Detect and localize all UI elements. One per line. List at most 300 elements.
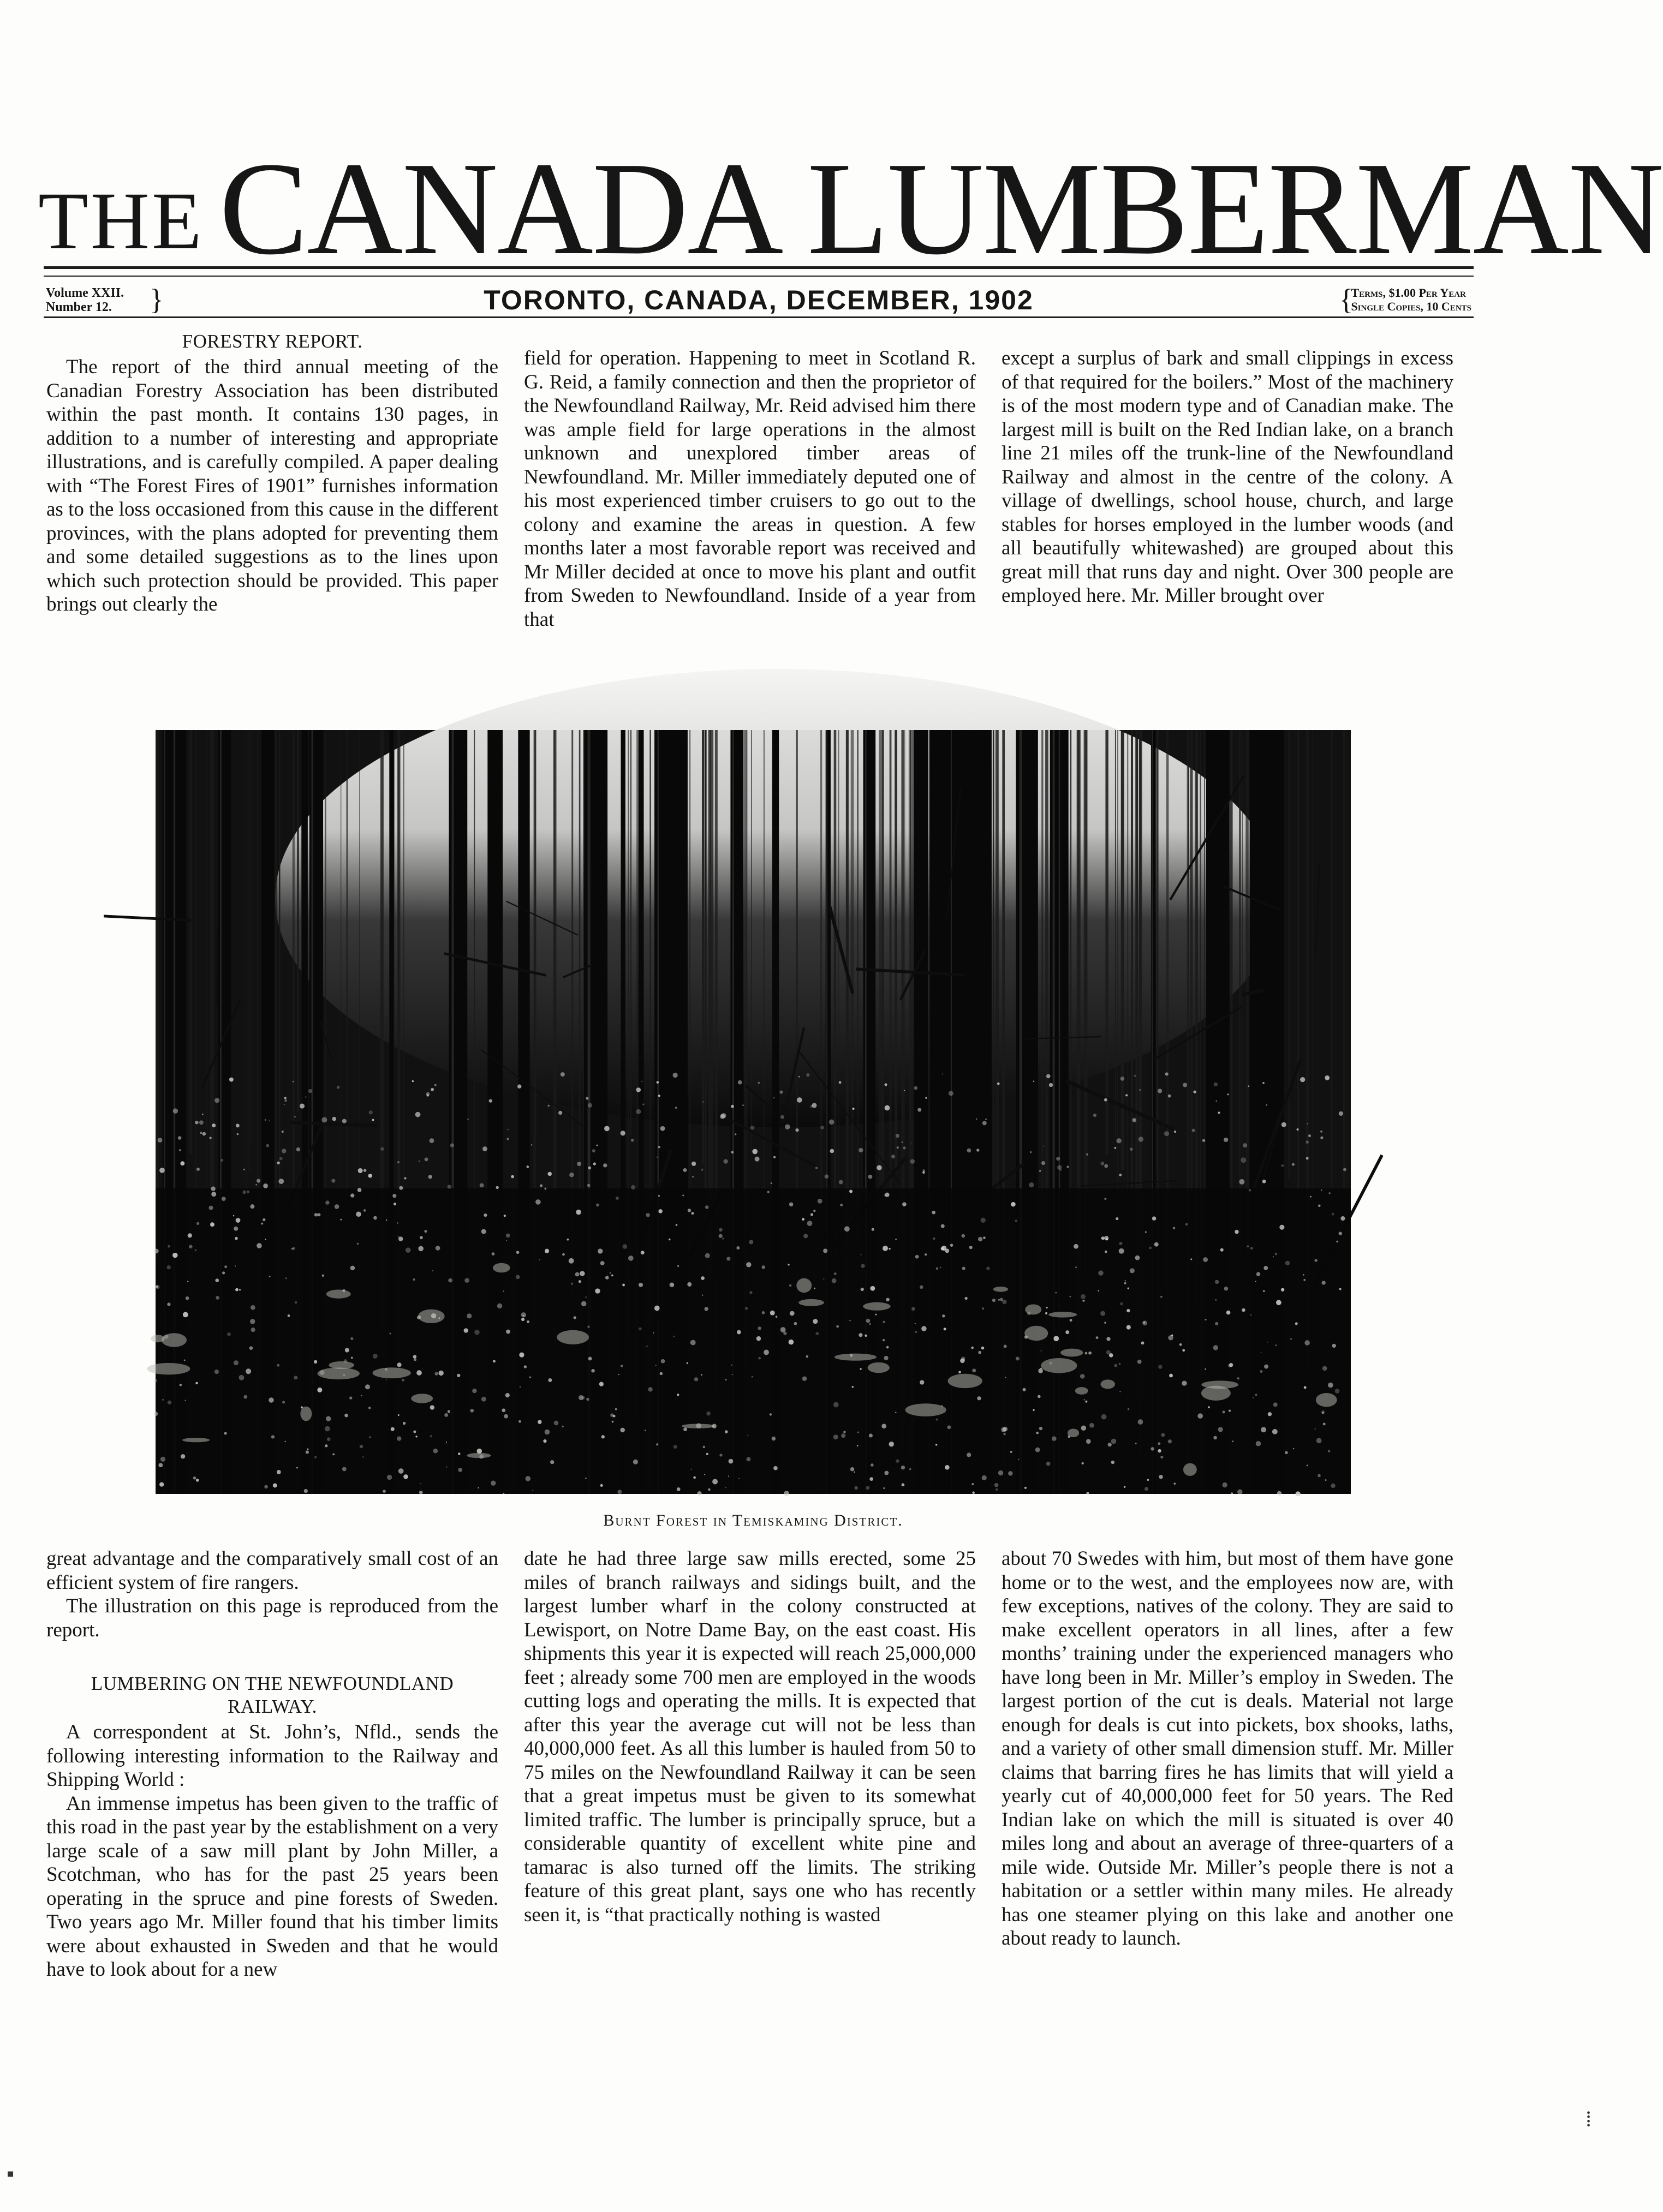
light-speck — [891, 1155, 895, 1158]
newfoundland-column-2-top: field for operation. Happening to meet in Scotland R. G. Reid, a family connection and then the proprietor of the Newfoundland Railway, Mr. Reid advised him there was ample field for large operations in the almost unknown and unexplored timber areas of Newfoundland. Mr. Miller immediately deputed one of his most experienced timber cruisers to go out to the colony and examine the areas in question. A few months later a most favorable report was received and Mr Miller decided at once to move his plant and outfit from Sweden to Newfoundland. Inside of a year from that — [524, 347, 976, 631]
light-speck — [687, 1362, 688, 1364]
light-speck — [210, 1222, 214, 1227]
newfoundland-column-2-bottom: date he had three large saw mills erected, some 25 miles of branch railways and sidings built, and the largest lumber wharf in the colony constructed at Lewisport, on Notre Dame Bay, on the east coast. His shipments this year it is expected will reach 25,000,000 feet ; already some 700 men are employed in the woods cutting logs and operating the mills. It is expected that after this year the average cut will not be less than 40,000,000 feet. As all this lumber is hauled from 50 to 75 miles on the Newfoundland Railway it can be seen that a great impetus must be given to its somewhat limited traffic. The lumber is principally spruce, but a considerable quantity of excellent white pine and tamarac is also turned off the limits. The striking feature of this great plant, says one who has recently seen it, is “that practically nothing is wasted — [524, 1547, 976, 1926]
newfoundland-heading: LUMBERING ON THE NEWFOUNDLAND RAILWAY. — [91, 1673, 454, 1717]
light-speck — [1182, 1380, 1187, 1385]
light-speck — [866, 1486, 869, 1490]
light-speck — [186, 1296, 189, 1300]
newfoundland-paragraph: An immense impetus has been given to the traffic of this road in the past year by the establishment on a very large scale of a saw mill plant by John Miller, a Scotchman, who has for the past 25 years been operating in the spruce and pine forests of Sweden. Two years ago Mr. Miller found that his timber limits were about exhausted in Sweden and that he would have to look about for a new — [46, 1792, 498, 1981]
light-speck — [398, 1468, 404, 1474]
light-speck — [255, 1184, 257, 1186]
light-speck — [677, 1265, 679, 1267]
light-speck — [702, 1101, 704, 1103]
light-speck — [773, 1097, 775, 1098]
light-speck — [1101, 1162, 1105, 1165]
light-speck — [600, 1261, 605, 1265]
ground-stone — [796, 1278, 812, 1293]
light-speck — [698, 1491, 702, 1496]
light-speck — [247, 1191, 249, 1193]
light-speck — [967, 1149, 971, 1153]
light-speck — [543, 1439, 546, 1443]
light-speck — [1035, 1448, 1040, 1452]
light-speck — [812, 1103, 816, 1108]
light-speck — [719, 1234, 723, 1238]
masthead — [38, 135, 1663, 282]
light-speck — [569, 1258, 574, 1264]
light-speck — [1165, 1072, 1169, 1075]
light-speck — [358, 1168, 363, 1173]
light-speck — [884, 1194, 887, 1197]
light-speck — [982, 1121, 987, 1125]
light-speck — [173, 1108, 178, 1113]
light-speck — [656, 1443, 658, 1445]
light-speck — [1145, 1487, 1148, 1491]
light-speck — [554, 1421, 559, 1426]
light-speck — [308, 1089, 312, 1093]
distant-trunk — [857, 730, 859, 1238]
light-speck — [577, 1162, 581, 1166]
light-speck — [1101, 1236, 1105, 1240]
light-speck — [305, 1096, 306, 1097]
light-speck — [764, 1350, 769, 1355]
light-speck — [464, 1328, 468, 1332]
light-speck — [688, 1209, 691, 1212]
light-speck — [815, 1167, 818, 1169]
light-speck — [1256, 1441, 1261, 1446]
light-speck — [1231, 1492, 1233, 1494]
terms-label: Terms, $1.00 Per Year — [1351, 286, 1466, 300]
light-speck — [167, 1302, 170, 1306]
light-speck — [978, 1351, 981, 1354]
light-speck — [291, 1248, 294, 1250]
light-speck — [304, 1489, 308, 1493]
light-speck — [532, 1490, 533, 1491]
light-speck — [886, 1298, 890, 1302]
light-speck — [1139, 1089, 1141, 1091]
light-speck — [836, 1325, 839, 1328]
light-speck — [195, 1250, 196, 1251]
light-speck — [293, 1081, 294, 1083]
light-speck — [902, 1483, 905, 1486]
light-speck — [1108, 1443, 1112, 1446]
light-speck — [306, 1450, 309, 1454]
light-speck — [1306, 1157, 1309, 1159]
light-speck — [731, 1105, 734, 1108]
light-speck — [503, 1493, 504, 1494]
light-speck — [719, 1454, 722, 1456]
ground-stone — [1316, 1393, 1337, 1407]
light-speck — [215, 1278, 219, 1282]
light-speck — [1173, 1227, 1175, 1229]
light-speck — [261, 1223, 263, 1225]
light-speck — [917, 1108, 921, 1112]
light-speck — [1093, 1114, 1096, 1117]
light-speck — [682, 1194, 684, 1196]
light-speck — [179, 1149, 181, 1151]
light-speck — [962, 1234, 965, 1238]
light-speck — [1297, 1128, 1299, 1131]
column-2-bottom — [524, 1547, 976, 1927]
light-speck — [314, 1213, 318, 1216]
light-speck — [789, 1284, 791, 1287]
light-speck — [458, 1452, 460, 1455]
light-speck — [1111, 1439, 1117, 1444]
light-speck — [813, 1210, 815, 1212]
light-speck — [1126, 1325, 1131, 1330]
light-speck — [529, 1376, 531, 1378]
light-speck — [1285, 1261, 1290, 1266]
light-speck — [1226, 1311, 1231, 1315]
light-speck — [160, 1457, 165, 1462]
light-speck — [611, 1275, 613, 1277]
light-speck — [448, 1278, 452, 1283]
light-speck — [516, 1275, 520, 1280]
light-speck — [1182, 1349, 1185, 1352]
light-speck — [435, 1372, 438, 1375]
light-speck — [481, 1229, 486, 1234]
light-speck — [1125, 1280, 1126, 1281]
light-speck — [620, 1428, 625, 1433]
single-copies-label: Single Copies, 10 Cents — [1351, 300, 1471, 313]
light-speck — [183, 1312, 188, 1317]
light-speck — [789, 1340, 794, 1345]
burnt-forest-photo — [156, 730, 1351, 1494]
light-speck — [545, 1249, 549, 1253]
light-speck — [1307, 1123, 1308, 1124]
light-speck — [227, 1332, 231, 1336]
light-speck — [657, 1156, 658, 1158]
light-speck — [883, 1246, 888, 1251]
light-speck — [719, 1228, 723, 1232]
light-speck — [335, 1204, 339, 1209]
light-speck — [548, 1378, 552, 1382]
light-speck — [770, 1311, 775, 1316]
light-speck — [1328, 1383, 1333, 1388]
light-speck — [277, 1162, 279, 1164]
forestry-report-heading: FORESTRY REPORT. — [182, 331, 363, 352]
light-speck — [239, 1375, 245, 1380]
light-speck — [883, 1339, 885, 1341]
light-speck — [539, 1259, 540, 1260]
light-speck — [403, 1474, 408, 1479]
light-speck — [1179, 1343, 1182, 1346]
light-speck — [1098, 1290, 1099, 1292]
light-speck — [1074, 1244, 1078, 1249]
light-speck — [1049, 1083, 1053, 1087]
light-speck — [1119, 1242, 1122, 1245]
light-speck — [683, 1168, 687, 1172]
distant-trunk — [895, 730, 897, 1173]
light-speck — [448, 1410, 450, 1413]
light-speck — [326, 1416, 331, 1421]
light-speck — [1116, 1217, 1118, 1220]
light-speck — [762, 1311, 765, 1314]
distant-trunk — [1115, 730, 1116, 1137]
light-speck — [1114, 1364, 1117, 1367]
light-speck — [527, 1320, 529, 1323]
distant-trunk — [1105, 730, 1108, 1155]
light-speck — [833, 1402, 839, 1408]
light-speck — [720, 1114, 725, 1119]
light-speck — [1303, 1279, 1306, 1281]
light-speck — [920, 1380, 924, 1384]
light-speck — [1124, 1282, 1126, 1284]
light-speck — [673, 1336, 675, 1337]
light-speck — [300, 1103, 305, 1108]
light-speck — [972, 1368, 976, 1372]
ground-stone — [905, 1403, 946, 1416]
light-speck — [1322, 1412, 1324, 1414]
light-speck — [420, 1483, 421, 1484]
light-speck — [909, 1468, 911, 1470]
light-speck — [871, 1463, 874, 1467]
light-speck — [1308, 1134, 1311, 1137]
light-speck — [901, 1466, 905, 1469]
light-speck — [172, 1253, 177, 1258]
light-speck — [369, 1110, 373, 1114]
light-speck — [1203, 1257, 1208, 1262]
light-speck — [504, 1414, 508, 1419]
light-speck — [872, 1228, 874, 1231]
light-speck — [357, 1243, 359, 1245]
light-speck — [617, 1490, 622, 1494]
light-speck — [1016, 1357, 1020, 1361]
light-speck — [496, 1186, 499, 1189]
light-speck — [1080, 1374, 1085, 1379]
light-speck — [1109, 1353, 1113, 1357]
light-speck — [1202, 1139, 1205, 1142]
light-speck — [658, 1146, 660, 1148]
light-speck — [448, 1185, 451, 1188]
light-speck — [224, 1265, 227, 1268]
light-speck — [158, 1138, 163, 1143]
light-speck — [834, 1272, 837, 1275]
light-speck — [1039, 1427, 1042, 1430]
light-speck — [616, 1197, 619, 1200]
column-1-top — [46, 330, 498, 617]
light-speck — [392, 1194, 396, 1198]
light-speck — [599, 1382, 604, 1386]
light-speck — [363, 1169, 366, 1171]
light-speck — [211, 1187, 215, 1191]
light-speck — [413, 1355, 417, 1359]
light-speck — [428, 1175, 432, 1179]
light-speck — [675, 1107, 677, 1109]
light-speck — [1307, 1465, 1308, 1467]
light-speck — [356, 1212, 361, 1217]
light-speck — [1120, 1302, 1123, 1306]
light-speck — [1033, 1081, 1034, 1082]
light-speck — [520, 1386, 521, 1388]
light-speck — [1325, 1479, 1327, 1481]
light-speck — [1039, 1170, 1041, 1172]
light-speck — [1279, 1225, 1284, 1230]
light-speck — [1229, 1409, 1231, 1412]
light-speck — [1003, 1433, 1005, 1435]
light-speck — [154, 1379, 157, 1382]
light-speck — [1010, 1451, 1012, 1453]
light-speck — [1158, 1365, 1162, 1368]
light-speck — [1069, 1296, 1071, 1298]
light-speck — [742, 1104, 744, 1106]
light-speck — [802, 1377, 807, 1381]
light-speck — [507, 1129, 509, 1131]
light-speck — [964, 1297, 967, 1300]
ground-stone — [798, 1299, 824, 1306]
light-speck — [1158, 1449, 1161, 1452]
light-speck — [178, 1136, 182, 1140]
light-speck — [598, 1248, 603, 1253]
light-speck — [1065, 1330, 1069, 1334]
light-speck — [915, 1323, 916, 1324]
light-speck — [648, 1387, 653, 1391]
light-speck — [941, 1224, 945, 1228]
light-speck — [633, 1460, 638, 1464]
light-speck — [704, 1474, 705, 1475]
light-speck — [639, 1328, 642, 1331]
ground-stone — [1024, 1326, 1048, 1341]
light-speck — [550, 1460, 554, 1464]
light-speck — [518, 1420, 521, 1423]
light-speck — [1088, 1352, 1092, 1355]
light-speck — [687, 1282, 692, 1287]
light-speck — [450, 1143, 454, 1147]
light-speck — [187, 1281, 188, 1282]
light-speck — [1337, 1241, 1338, 1242]
light-speck — [547, 1105, 549, 1107]
light-speck — [419, 1491, 423, 1494]
light-speck — [1277, 1491, 1281, 1496]
light-speck — [1089, 1423, 1094, 1428]
light-speck — [1218, 1427, 1223, 1432]
light-speck — [904, 1090, 905, 1091]
light-speck — [478, 1487, 479, 1488]
light-speck — [362, 1456, 363, 1457]
light-speck — [849, 1190, 853, 1193]
light-speck — [503, 1290, 504, 1292]
light-speck — [158, 1463, 163, 1467]
light-speck — [1160, 1296, 1163, 1298]
light-speck — [885, 1083, 887, 1086]
light-speck — [910, 1143, 911, 1144]
light-speck — [1237, 1489, 1243, 1494]
light-speck — [693, 1476, 696, 1479]
light-speck — [839, 1180, 843, 1185]
newfoundland-column-3-bottom: about 70 Swedes with him, but most of them have gone home or to the west, and the employees now are, with few exceptions, natives of the colony. They are said to make excellent operators in all lines, after a few months’ training under the experienced managers who have long been in Mr. Miller’s employ in Sweden. The largest portion of the cut is deals. Material not large enough for deals is cut into pickets, box shooks, laths, and a variety of other small dimension stuff. Mr. Miller claims that barring fires he has limits that will yield a yearly cut of 40,000,000 feet for 50 years. The Red Indian lake on which the mill is situated is over 40 miles long and about an average of three-quarters of a mile wide. Outside Mr. Miller’s people there is not a habitation or a settler within many miles. He already has one steamer plying on this lake and another one about ready to launch. — [1002, 1547, 1453, 1950]
light-speck — [492, 1252, 495, 1256]
light-speck — [820, 1126, 824, 1129]
light-speck — [239, 1289, 241, 1290]
light-speck — [896, 1134, 899, 1138]
light-speck — [807, 1221, 813, 1226]
light-speck — [251, 1305, 255, 1310]
light-speck — [516, 1251, 520, 1254]
light-speck — [1041, 1161, 1045, 1165]
light-speck — [263, 1183, 268, 1188]
light-speck — [524, 1365, 527, 1368]
light-speck — [464, 1278, 469, 1283]
light-speck — [810, 1213, 813, 1216]
light-speck — [795, 1128, 798, 1132]
light-speck — [156, 1285, 160, 1289]
light-speck — [758, 1326, 761, 1330]
light-speck — [1243, 1143, 1247, 1147]
light-speck — [1250, 1247, 1253, 1250]
distant-trunk — [879, 730, 882, 1185]
distant-trunk — [583, 730, 584, 1243]
ground-stone — [1100, 1379, 1115, 1389]
distant-trunk — [189, 730, 192, 1155]
light-speck — [1343, 1168, 1346, 1171]
light-speck — [752, 1376, 753, 1377]
light-speck — [350, 1193, 354, 1197]
light-speck — [861, 1264, 865, 1268]
ground-stone — [947, 1374, 982, 1388]
light-speck — [344, 1414, 348, 1418]
ground-stone — [326, 1289, 351, 1298]
light-speck — [985, 1119, 987, 1120]
light-speck — [1151, 1447, 1154, 1450]
light-speck — [641, 1251, 645, 1254]
light-speck — [282, 1131, 284, 1133]
light-speck — [538, 1420, 541, 1424]
light-speck — [571, 1283, 574, 1286]
light-speck — [1331, 1484, 1335, 1488]
light-speck — [962, 1267, 965, 1270]
light-speck — [849, 1320, 851, 1322]
light-speck — [789, 1203, 793, 1206]
light-speck — [875, 1314, 877, 1316]
light-speck — [618, 1374, 619, 1375]
forestry-report-continued: great advantage and the comparatively small cost of an efficient system of fire rangers. — [46, 1547, 498, 1594]
light-speck — [932, 1211, 935, 1215]
light-speck — [677, 1487, 681, 1491]
light-speck — [1085, 1352, 1088, 1355]
light-speck — [752, 1149, 758, 1155]
light-speck — [1263, 1266, 1268, 1270]
light-speck — [1285, 1451, 1288, 1454]
distant-trunk — [1070, 730, 1071, 1207]
light-speck — [738, 1080, 742, 1085]
light-speck — [1303, 1274, 1304, 1275]
light-speck — [216, 1296, 219, 1300]
light-speck — [971, 1347, 974, 1349]
light-speck — [1139, 1137, 1143, 1141]
light-speck — [424, 1230, 427, 1233]
light-speck — [941, 1246, 946, 1251]
light-speck — [1174, 1131, 1176, 1133]
light-speck — [886, 1346, 889, 1349]
light-speck — [294, 1116, 296, 1117]
masthead-the: THE — [38, 176, 204, 267]
light-speck — [628, 1256, 634, 1261]
dateline-rule — [44, 316, 1474, 318]
light-speck — [1057, 1165, 1062, 1170]
light-speck — [235, 1237, 238, 1240]
light-speck — [525, 1476, 531, 1481]
light-speck — [910, 1159, 915, 1164]
light-speck — [1003, 1427, 1008, 1431]
light-speck — [673, 1445, 677, 1449]
light-speck — [467, 1313, 472, 1318]
light-speck — [1241, 1157, 1246, 1163]
light-speck — [1247, 1245, 1249, 1247]
ground-stone — [863, 1302, 890, 1311]
distant-trunk — [1331, 730, 1332, 1218]
light-speck — [1174, 1482, 1176, 1485]
light-speck — [1130, 1147, 1133, 1151]
light-speck — [1024, 1487, 1027, 1489]
